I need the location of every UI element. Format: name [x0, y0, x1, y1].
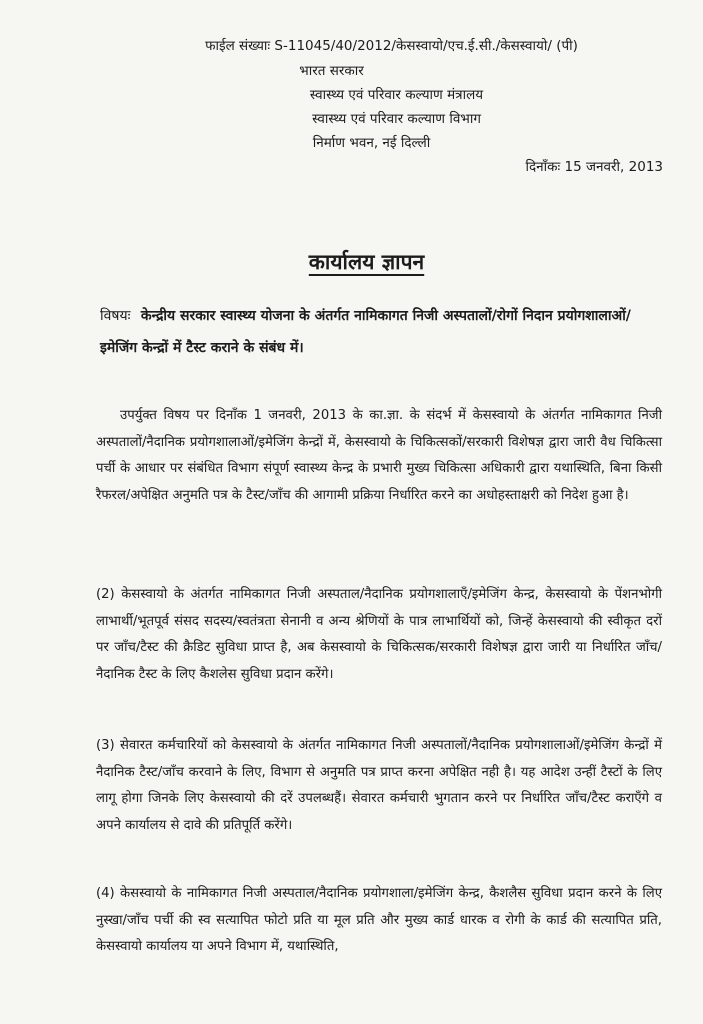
document-date: दिनाँकः 15 जनवरी, 2013 — [525, 159, 663, 175]
department-name: स्वास्थ्य एवं परिवार कल्याण विभाग — [312, 111, 481, 127]
paragraph-1: उपर्युक्त विषय पर दिनाँक 1 जनवरी, 2013 के का.ज्ञा. के संदर्भ में केसस्वायो के अंतर्गत नामिकागत निजी अस्पतालों/नैदानिक प्रयोगशालाओं/इमेजिंग केन्द्रों में, केसस्वायो के चिकित्सकों/सरकारी विशेषज्ञ द्वारा जारी वैध चिकित्सा पर्ची के आधार पर संबंधित विभाग संपूर्ण स्वास्थ्य केन्द्र के प्रभारी मुख्य चिकित्सा अधिकारी द्वारा यथास्थिति, बिना किसी रैफरल/अपेक्षित अनुमति पत्र के टैस्ट/जाँच की आगामी प्रक्रिया निर्धारित करने का अधोहस्ताक्षरी को निदेश हुआ है। — [96, 408, 662, 503]
subject-text: केन्द्रीय सरकार स्वास्थ्य योजना के अंतर्गत नामिकागत निजी अस्पतालों/रोगों निदान प्रयोगशालाओं/इमेजिंग केन्द्रों में टैस्ट कराने के संबंध में। — [100, 308, 631, 356]
government-name: भारत सरकार — [299, 63, 364, 79]
document-title: कार्यालय ज्ञापन — [308, 250, 425, 274]
paragraph-2: (2) केसस्वायो के अंतर्गत नामिकागत निजी अस्पताल/नैदानिक प्रयोगशालाएँ/इमेजिंग केन्द्र, केसस्वायो के पेंशनभोगी लाभार्थी/भूतपूर्व संसद सदस्य/स्वतंत्रता सेनानी व अन्य श्रेणियों के पात्र लाभार्थियों को, जिन्हें केसस्वायो की स्वीकृत दरों पर जाँच/टैस्ट की क्रैडिट सुविधा प्राप्त है, अब केसस्वायो के चिकित्सक/सरकारी विशेषज्ञ द्वारा जारी या निर्धारित जाँच/नैदानिक टैस्ट के लिए कैशलेस सुविधा प्रदान करेंगे। — [96, 587, 662, 682]
subject-label: विषयः — [100, 308, 131, 324]
paragraph-4: (4) केसस्वायो के नामिकागत निजी अस्पताल/नैदानिक प्रयोगशाला/इमेजिंग केन्द्र, कैशलैस सुविधा प्रदान करने के लिए नुस्खा/जाँच पर्ची की स्व सत्यापित फोटो प्रति या मूल प्रति और मुख्य कार्ड धारक व रोगी के कार्ड की सत्यापित प्रति, केसस्वायो कार्यालय या अपने विभाग में, यथास्थिति, — [96, 886, 662, 955]
paragraph-3: (3) सेवारत कर्मचारियों को केसस्वायो के अंतर्गत नामिकागत निजी अस्पतालों/नैदानिक प्रयोगशालाओं/इमेजिंग केन्द्रों में नैदानिक टैस्ट/जाँच करवाने के लिए, विभाग से अनुमति पत्र प्राप्त करना अपेक्षित नही है। यह आदेश उन्हीं टैस्टों के लिए लागू होगा जिनके लिए केसस्वायो की दरें उपलब्धहैं। सेवारत कर्मचारी भुगतान करने पर निर्धारित जाँच/टैस्ट कराएँगे व अपने कार्यालय से दावे की प्रतिपूर्ति करेंगे। — [96, 738, 662, 833]
file-number: फाईल संख्याः S-11045/40/2012/केसस्वायो/एच.ई.सी./केसस्वायो/ (पी) — [205, 38, 578, 54]
subject-block — [100, 300, 662, 364]
ministry-name: स्वास्थ्य एवं परिवार कल्याण मंत्रालय — [309, 87, 484, 103]
office-address: निर्माण भवन, नई दिल्ली — [312, 135, 431, 151]
